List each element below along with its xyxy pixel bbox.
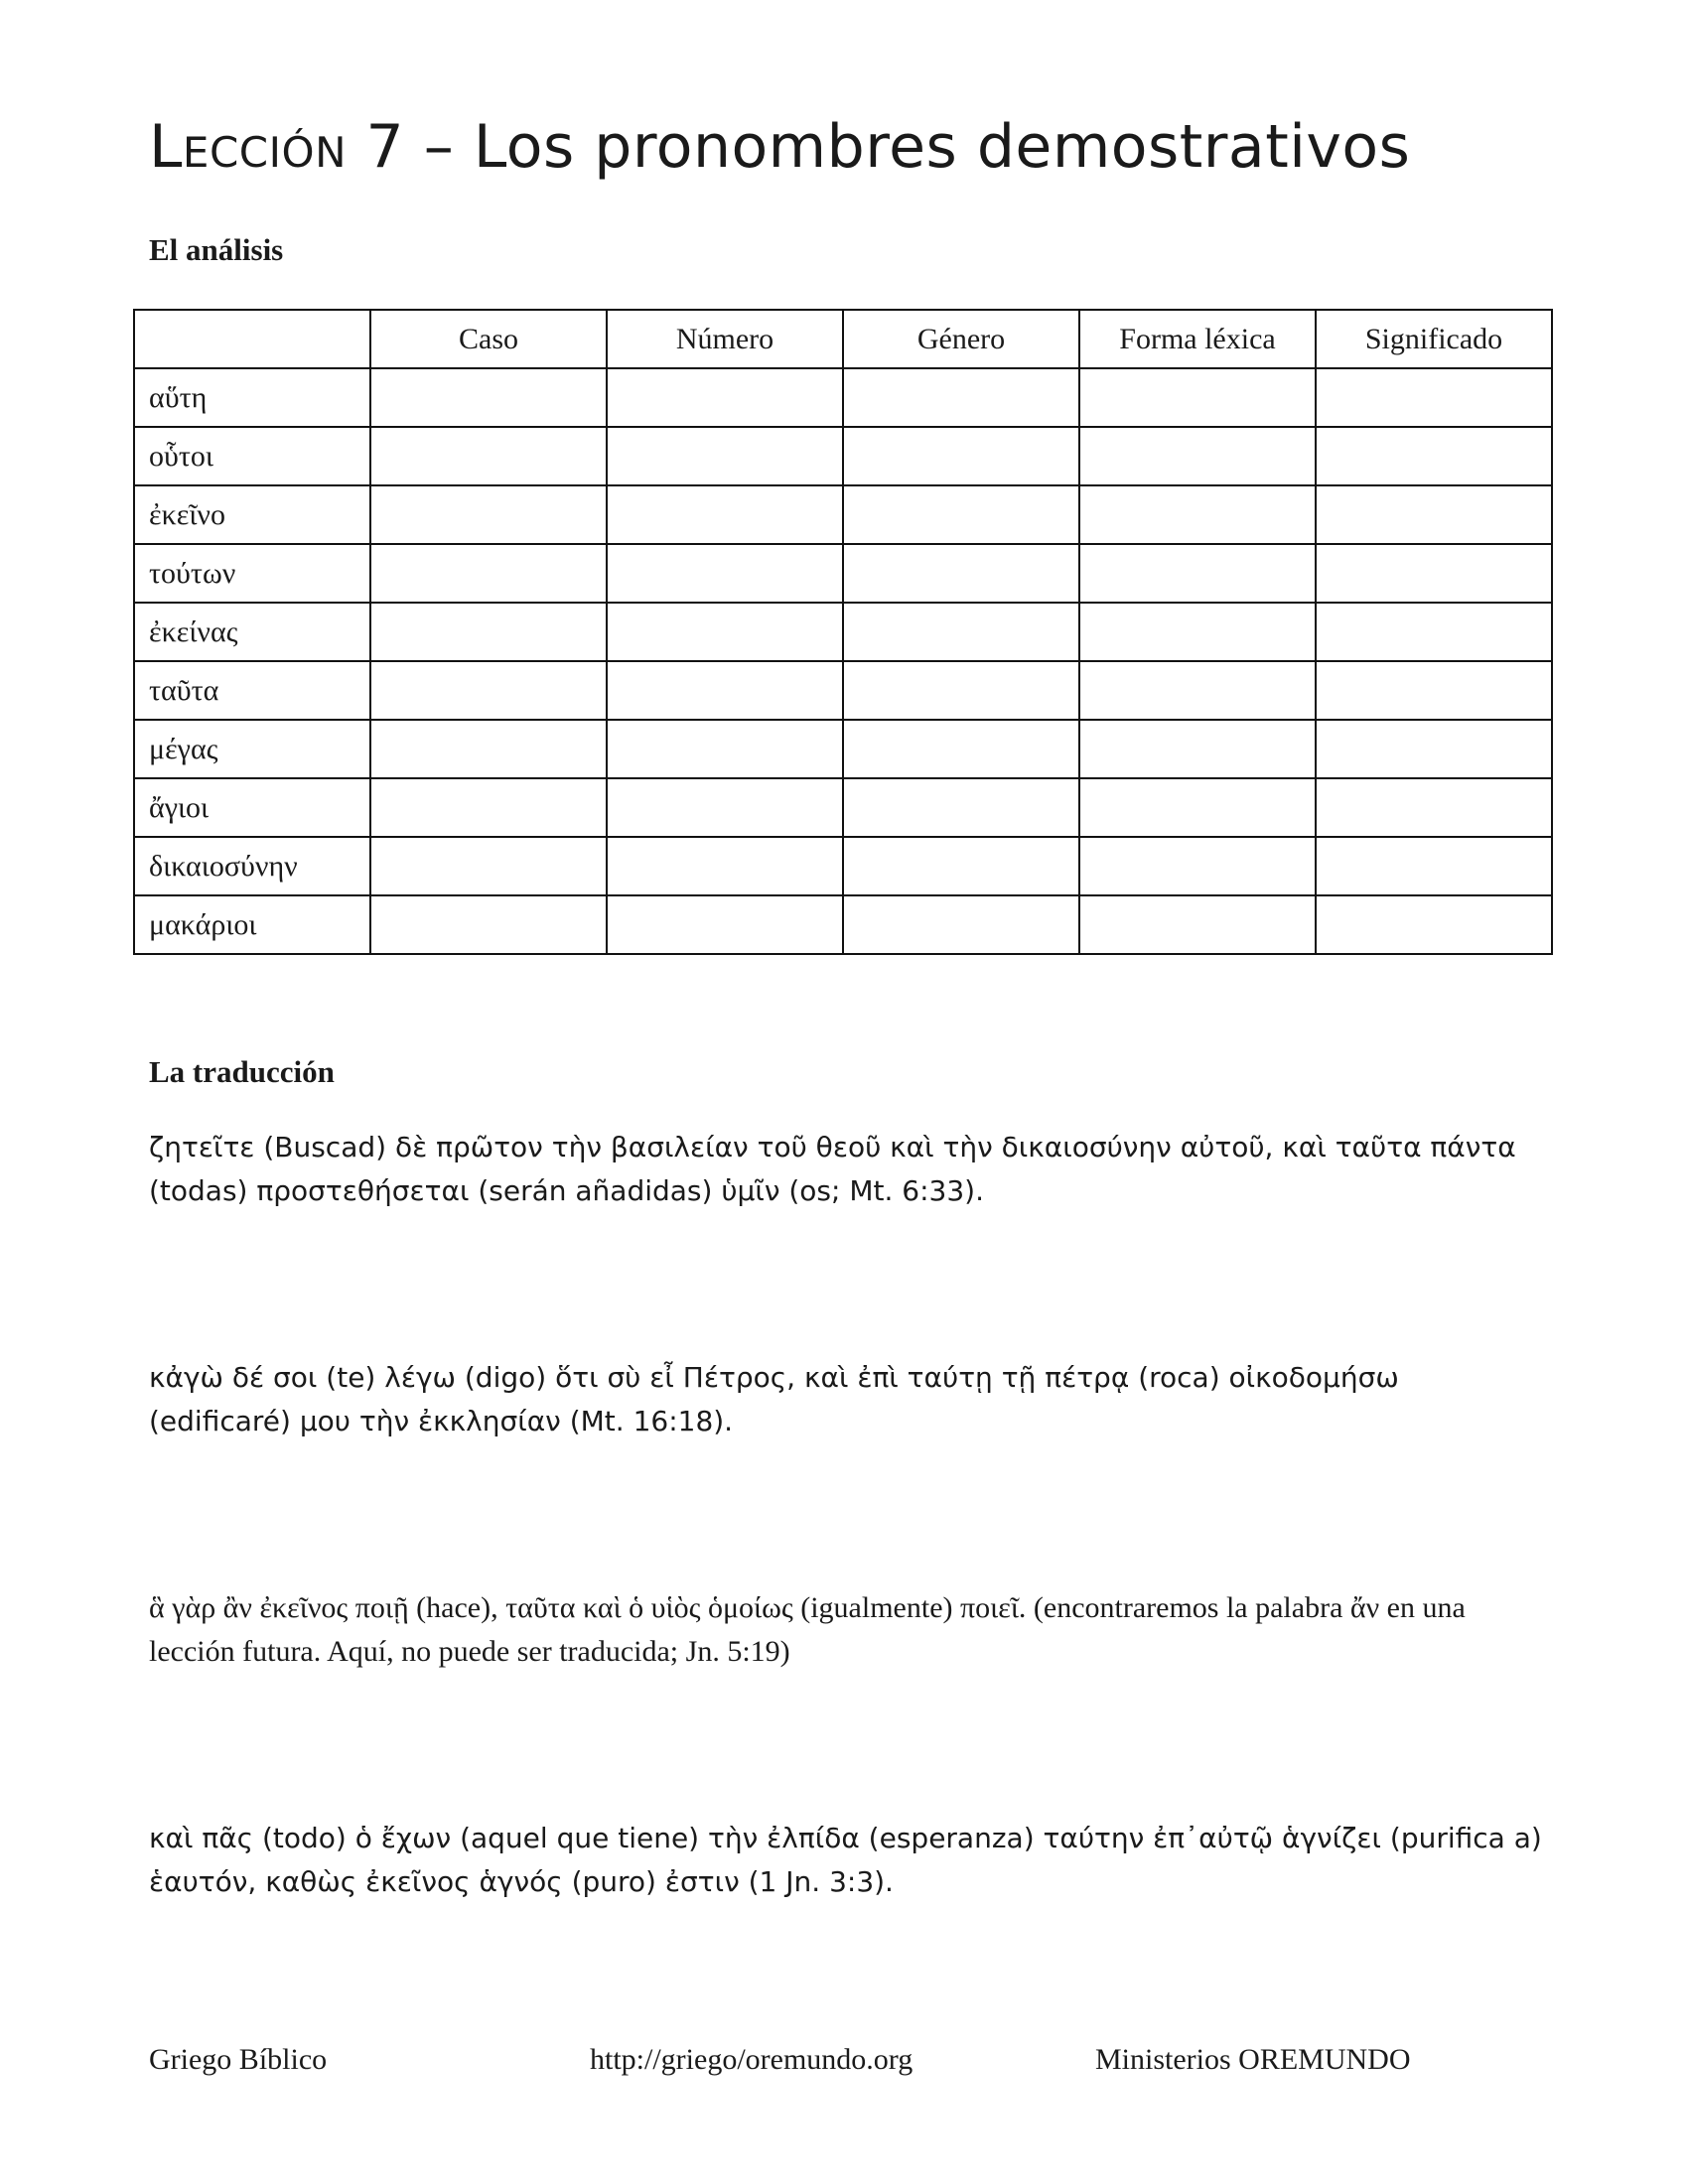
genero-cell[interactable] <box>843 544 1079 603</box>
forma-lexica-cell[interactable] <box>1079 544 1316 603</box>
genero-cell[interactable] <box>843 661 1079 720</box>
significado-cell[interactable] <box>1316 427 1552 485</box>
numero-cell[interactable] <box>607 368 843 427</box>
forma-lexica-cell[interactable] <box>1079 661 1316 720</box>
greek-word-cell: αὕτη <box>134 368 370 427</box>
analysis-table <box>133 309 1553 955</box>
significado-cell[interactable] <box>1316 603 1552 661</box>
significado-cell[interactable] <box>1316 661 1552 720</box>
genero-cell[interactable] <box>843 485 1079 544</box>
footer-website-link[interactable]: http://griego/oremundo.org <box>590 2043 914 2076</box>
greek-word-cell: δικαιοσύνην <box>134 837 370 895</box>
numero-cell[interactable] <box>607 544 843 603</box>
greek-word-cell: μέγας <box>134 720 370 778</box>
greek-word-cell: τούτων <box>134 544 370 603</box>
caso-cell[interactable] <box>370 661 607 720</box>
significado-cell[interactable] <box>1316 837 1552 895</box>
forma-lexica-cell[interactable] <box>1079 485 1316 544</box>
greek-word-cell: μακάριοι <box>134 895 370 954</box>
genero-cell[interactable] <box>843 895 1079 954</box>
table-header-row <box>134 310 1552 368</box>
greek-word-cell: ταῦτα <box>134 661 370 720</box>
translation-sentence-2: κἀγὼ δέ σοι (te) λέγω (digo) ὅτι σὺ εἶ Πέτρος, καὶ ἐπὶ ταύτῃ τῇ πέτρᾳ (roca) οἰκοδομήσω (edificaré) μου τὴν ἐκκλησίαν (Mt. 16:18). <box>149 1361 1399 1437</box>
caso-cell[interactable] <box>370 837 607 895</box>
greek-word-cell: ἐκείνας <box>134 603 370 661</box>
table-row <box>134 368 1552 427</box>
forma-lexica-cell[interactable] <box>1079 837 1316 895</box>
table-row <box>134 895 1552 954</box>
significado-cell[interactable] <box>1316 485 1552 544</box>
genero-cell[interactable] <box>843 778 1079 837</box>
forma-lexica-cell[interactable] <box>1079 778 1316 837</box>
table-row <box>134 603 1552 661</box>
numero-cell[interactable] <box>607 603 843 661</box>
footer-ministry-name: Ministerios OREMUNDO <box>1095 2043 1411 2076</box>
translation-sentence-1: ζητεῖτε (Buscad) δὲ πρῶτον τὴν βασιλείαν τοῦ θεοῦ καὶ τὴν δικαιοσύνην αὐτοῦ, καὶ ταῦτα πάντα (todas) προστεθήσεται (serán añadidas) ὑμῖν (os; Mt. 6:33). <box>149 1131 1516 1207</box>
greek-word-cell: ἄγιοι <box>134 778 370 837</box>
genero-cell[interactable] <box>843 427 1079 485</box>
lesson-topic: Los pronombres demostrativos <box>473 112 1411 182</box>
genero-cell[interactable] <box>843 720 1079 778</box>
significado-cell[interactable] <box>1316 778 1552 837</box>
significado-cell[interactable] <box>1316 368 1552 427</box>
forma-lexica-cell[interactable] <box>1079 603 1316 661</box>
significado-cell[interactable] <box>1316 895 1552 954</box>
translation-sentence-3: ἃ γὰρ ἂν ἐκεῖνος ποιῇ (hace), ταῦτα καὶ ὁ υἱὸς ὁμοίως (igualmente) ποιεῖ. (encontraremos la palabra ἄν en una lección futura. Aquí, no puede ser traducida; Jn. 5:19) <box>149 1591 1466 1668</box>
table-row <box>134 720 1552 778</box>
forma-lexica-cell[interactable] <box>1079 895 1316 954</box>
caso-cell[interactable] <box>370 778 607 837</box>
table-row <box>134 837 1552 895</box>
significado-cell[interactable] <box>1316 544 1552 603</box>
numero-cell[interactable] <box>607 778 843 837</box>
forma-lexica-cell[interactable] <box>1079 368 1316 427</box>
caso-cell[interactable] <box>370 544 607 603</box>
numero-cell[interactable] <box>607 427 843 485</box>
table-row <box>134 661 1552 720</box>
title-separator: – <box>404 112 474 182</box>
column-header-numero: Número <box>607 310 843 368</box>
analysis-heading: El análisis <box>149 232 284 267</box>
column-header-genero: Género <box>843 310 1079 368</box>
caso-cell[interactable] <box>370 603 607 661</box>
table-row <box>134 427 1552 485</box>
genero-cell[interactable] <box>843 603 1079 661</box>
table-row <box>134 485 1552 544</box>
numero-cell[interactable] <box>607 661 843 720</box>
genero-cell[interactable] <box>843 368 1079 427</box>
numero-cell[interactable] <box>607 485 843 544</box>
translation-heading: La traducción <box>149 1054 335 1089</box>
significado-cell[interactable] <box>1316 720 1552 778</box>
caso-cell[interactable] <box>370 485 607 544</box>
caso-cell[interactable] <box>370 427 607 485</box>
footer-course-name: Griego Bíblico <box>149 2043 328 2076</box>
numero-cell[interactable] <box>607 720 843 778</box>
numero-cell[interactable] <box>607 837 843 895</box>
caso-cell[interactable] <box>370 895 607 954</box>
greek-word-cell: οὗτοι <box>134 427 370 485</box>
genero-cell[interactable] <box>843 837 1079 895</box>
table-row <box>134 778 1552 837</box>
translation-sentence-4: καὶ πᾶς (todo) ὁ ἔχων (aquel que tiene) τὴν ἐλπίδα (esperanza) ταύτην ἐπ᾽αὐτῷ ἁγνίζει (purifica a) ἑαυτόν, καθὼς ἐκεῖνος ἁγνός (puro) ἐστιν (1 Jn. 3:3). <box>149 1822 1542 1898</box>
lesson-number: Lección 7 <box>149 112 405 182</box>
caso-cell[interactable] <box>370 368 607 427</box>
column-header-word <box>134 310 370 368</box>
numero-cell[interactable] <box>607 895 843 954</box>
forma-lexica-cell[interactable] <box>1079 427 1316 485</box>
page-title <box>149 107 1410 187</box>
column-header-forma-lexica: Forma léxica <box>1079 310 1316 368</box>
greek-word-cell: ἐκεῖνο <box>134 485 370 544</box>
caso-cell[interactable] <box>370 720 607 778</box>
table-row <box>134 544 1552 603</box>
forma-lexica-cell[interactable] <box>1079 720 1316 778</box>
column-header-significado: Significado <box>1316 310 1552 368</box>
column-header-caso: Caso <box>370 310 607 368</box>
